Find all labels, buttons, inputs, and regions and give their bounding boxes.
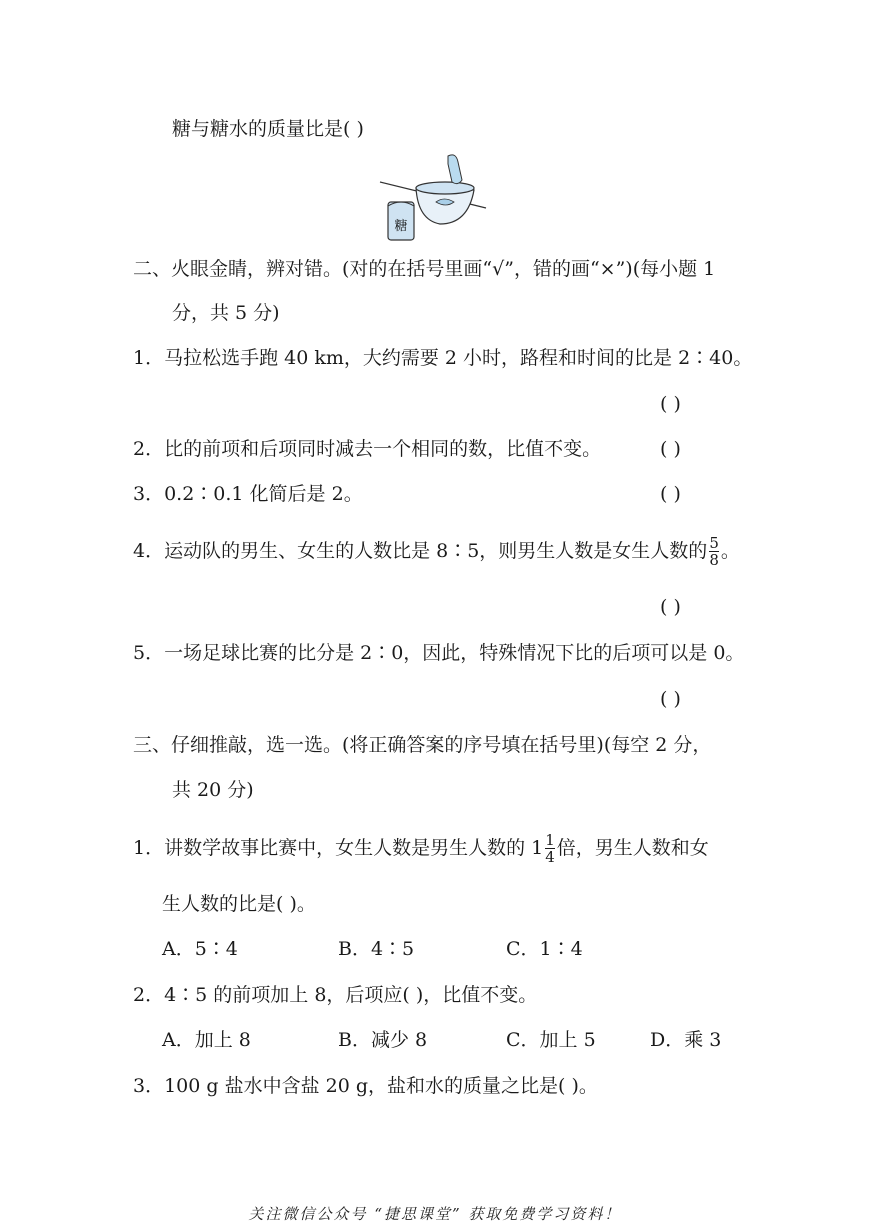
frac-numerator: 1 [545,831,555,849]
s3-q2-option-b[interactable]: B．减少 8 [338,1029,428,1051]
s3-q1-post: 倍，男生人数和女 [556,837,709,859]
s3-q1-option-c[interactable]: C．1∶4 [506,938,583,960]
s2-item-1-answer-paren[interactable]: ( ) [660,393,681,415]
fraction-1-4 [545,833,555,865]
sugar-water-illustration [378,150,490,246]
frac-numerator: 5 [709,534,719,552]
section2-heading-cont: 分，共 5 分) [172,302,280,324]
s2-item-4 [133,536,740,568]
section3-heading-cont: 共 20 分) [172,779,254,801]
s3-q2-option-a[interactable]: A．加上 8 [162,1029,251,1051]
s2-item-4-answer-paren[interactable]: ( ) [660,596,681,618]
s3-q2: 2．4∶5 的前项加上 8，后项应( )，比值不变。 [133,984,538,1006]
s2-item-4-tail: 。 [720,540,740,562]
s2-item-3: 3．0.2∶0.1 化简后是 2。 [133,483,363,505]
spoon-hand-icon [448,155,462,184]
frac-denominator: 4 [545,848,555,866]
s3-q1 [133,833,709,865]
s2-item-2: 2．比的前项和后项同时减去一个相同的数，比值不变。 [133,438,602,460]
s2-item-2-answer-paren[interactable]: ( ) [660,438,681,460]
section3-heading: 三、仔细推敲，选一选。(将正确答案的序号填在括号里)(每空 2 分， [133,734,712,756]
s2-item-1: 1．马拉松选手跑 40 km，大约需要 2 小时，路程和时间的比是 2∶40。 [133,347,753,369]
s3-q2-option-c[interactable]: C．加上 5 [506,1029,596,1051]
section2-heading: 二、火眼金睛，辨对错。(对的在括号里画“√”，错的画“×”)(每小题 1 [133,258,716,280]
s2-item-5: 5．一场足球比赛的比分是 2∶0，因此，特殊情况下比的后项可以是 0。 [133,642,745,664]
prev-item-text: 糖与糖水的质量比是( ) [172,118,364,140]
fraction-5-8 [709,536,719,568]
sugar-bag-label: 糖 [394,219,408,234]
s2-item-3-answer-paren[interactable]: ( ) [660,483,681,505]
s3-q2-option-d[interactable]: D．乘 3 [650,1029,722,1051]
s3-q1-line2: 生人数的比是( )。 [162,893,316,915]
footer-promo: 关注微信公众号 “捷思课堂” 获取免费学习资料！ [248,1205,622,1223]
frac-denominator: 8 [709,551,719,569]
bowl-rim [416,182,474,194]
s3-q1-option-a[interactable]: A．5∶4 [162,938,238,960]
s2-item-5-answer-paren[interactable]: ( ) [660,688,681,710]
s3-q1-pre: 1．讲数学故事比赛中，女生人数是男生人数的 1 [133,837,544,859]
s3-q3: 3．100 g 盐水中含盐 20 g，盐和水的质量之比是( )。 [133,1075,598,1097]
s2-item-4-text: 4．运动队的男生、女生的人数比是 8∶5，则男生人数是女生人数的 [133,540,708,562]
s3-q1-option-b[interactable]: B．4∶5 [338,938,415,960]
